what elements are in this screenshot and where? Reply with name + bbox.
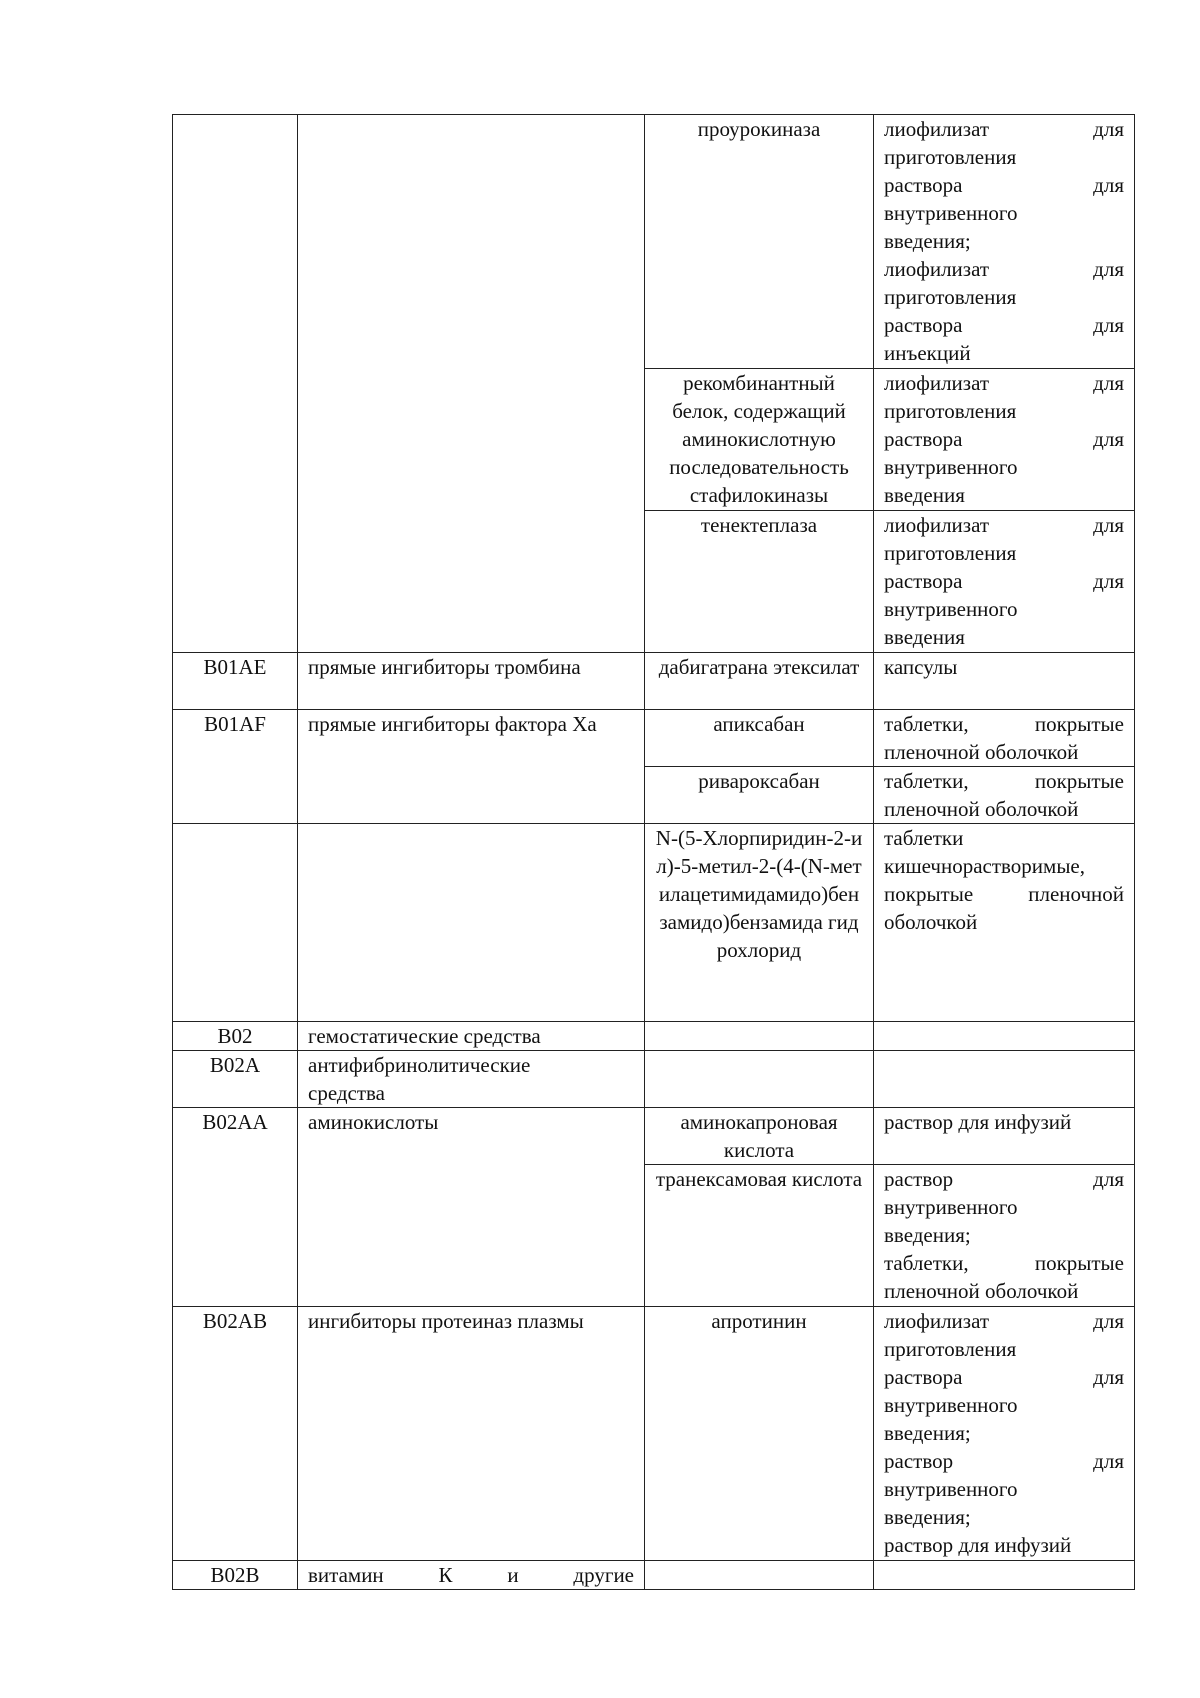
group-name-cell: гемостатические средства <box>298 1022 645 1051</box>
form-line: раствор для инфузий <box>884 1110 1072 1134</box>
dosage-form-cell <box>874 1108 1135 1165</box>
dosage-form-cell <box>874 710 1135 767</box>
form-line: раствора для <box>884 569 1124 593</box>
drug-name-cell <box>645 1561 874 1590</box>
form-line: введения; <box>884 229 971 253</box>
dosage-form-cell <box>874 1561 1135 1590</box>
form-line: лиофилизат для <box>884 1309 1124 1333</box>
group-name-cell: прямые ингибиторы фактора Ха <box>298 710 645 824</box>
form-line: приготовления <box>884 145 1017 169</box>
atc-code-cell: B01AF <box>173 710 298 824</box>
table-row <box>173 1051 1135 1108</box>
form-line: раствор для <box>884 1449 1124 1473</box>
form-line: раствора для <box>884 1365 1124 1389</box>
form-line: раствора для <box>884 313 1124 337</box>
table-row <box>173 1108 1135 1165</box>
group-name-cell <box>298 115 645 653</box>
form-line: введения; <box>884 1421 971 1445</box>
form-line: внутривенного <box>884 455 1018 479</box>
form-line: капсулы <box>884 655 958 679</box>
form-line: пленочной оболочкой <box>884 1279 1079 1303</box>
form-line: приготовления <box>884 541 1017 565</box>
drug-name-cell: апротинин <box>645 1307 874 1561</box>
dosage-form-cell <box>874 511 1135 653</box>
dosage-form-cell <box>874 1022 1135 1051</box>
drug-name-cell: транексамовая кислота <box>645 1165 874 1307</box>
drug-list-table <box>172 114 1135 1590</box>
form-line: приготовления <box>884 1337 1017 1361</box>
dosage-form-cell <box>874 653 1135 710</box>
form-line: внутривенного <box>884 597 1018 621</box>
form-line: лиофилизат для <box>884 117 1124 141</box>
dosage-form-cell <box>874 1051 1135 1108</box>
group-name-cell: антифибринолитические средства <box>298 1051 645 1108</box>
table-row <box>173 1022 1135 1051</box>
drug-name-cell: проурокиназа <box>645 115 874 369</box>
form-line: покрытые пленочной <box>884 882 1124 906</box>
atc-code-cell: B02AA <box>173 1108 298 1307</box>
form-line: таблетки, покрытые <box>884 769 1124 793</box>
table-row <box>173 824 1135 1022</box>
form-line: внутривенного <box>884 1195 1018 1219</box>
drug-name-cell: апиксабан <box>645 710 874 767</box>
form-line: лиофилизат для <box>884 371 1124 395</box>
drug-name-cell: дабигатрана этексилат <box>645 653 874 710</box>
form-line: внутривенного <box>884 201 1018 225</box>
dosage-form-cell <box>874 1165 1135 1307</box>
atc-code-cell: B02A <box>173 1051 298 1108</box>
group-name-cell: ингибиторы протеиназ плазмы <box>298 1307 645 1561</box>
form-line: оболочкой <box>884 910 978 934</box>
form-line: раствора для <box>884 427 1124 451</box>
form-line: приготовления <box>884 399 1017 423</box>
atc-code-cell: B02B <box>173 1561 298 1590</box>
form-line: кишечнорастворимые, <box>884 854 1086 878</box>
form-line: введения <box>884 483 965 507</box>
drug-name-cell <box>645 1051 874 1108</box>
dosage-form-cell <box>874 1307 1135 1561</box>
form-line: раствор для <box>884 1167 1124 1191</box>
form-line: лиофилизат для <box>884 513 1124 537</box>
drug-name-cell: аминокапроновая кислота <box>645 1108 874 1165</box>
table-row <box>173 710 1135 767</box>
form-line: таблетки, покрытые <box>884 712 1124 736</box>
drug-name-cell: N-(5-Хлорпиридин-2-ил)-5-метил-2-(4-(N-метилацетимидамидо)бензамидо)бензамида гидрохлорид <box>645 824 874 1022</box>
form-line: введения; <box>884 1223 971 1247</box>
form-line: раствора для <box>884 173 1124 197</box>
form-line: раствор для инфузий <box>884 1533 1072 1557</box>
form-line: пленочной оболочкой <box>884 797 1079 821</box>
group-name-cell <box>298 1561 645 1590</box>
form-line: инъекций <box>884 341 971 365</box>
drug-name-cell <box>645 1022 874 1051</box>
drug-name-cell: тенектеплаза <box>645 511 874 653</box>
form-line: таблетки <box>884 826 964 850</box>
form-line: пленочной оболочкой <box>884 740 1079 764</box>
dosage-form-cell <box>874 824 1135 1022</box>
atc-code-cell: B02AB <box>173 1307 298 1561</box>
drug-name-cell: ривароксабан <box>645 767 874 824</box>
form-line: введения <box>884 625 965 649</box>
atc-code-cell <box>173 115 298 653</box>
table-row <box>173 1307 1135 1561</box>
group-name-cell <box>298 824 645 1022</box>
atc-code-cell: B02 <box>173 1022 298 1051</box>
table-row <box>173 653 1135 710</box>
drug-name-cell: рекомбинантный белок, содержащий аминокислотную последовательность стафилокиназы <box>645 369 874 511</box>
group-name-line: витамин К и другие <box>308 1563 634 1587</box>
dosage-form-cell <box>874 369 1135 511</box>
dosage-form-cell <box>874 767 1135 824</box>
form-line: внутривенного <box>884 1393 1018 1417</box>
table-row <box>173 1561 1135 1590</box>
table-row <box>173 115 1135 369</box>
group-name-cell: аминокислоты <box>298 1108 645 1307</box>
form-line: приготовления <box>884 285 1017 309</box>
group-name-cell: прямые ингибиторы тромбина <box>298 653 645 710</box>
form-line: внутривенного <box>884 1477 1018 1501</box>
atc-code-cell: B01AE <box>173 653 298 710</box>
form-line: таблетки, покрытые <box>884 1251 1124 1275</box>
form-line: лиофилизат для <box>884 257 1124 281</box>
dosage-form-cell <box>874 115 1135 369</box>
atc-code-cell <box>173 824 298 1022</box>
form-line: введения; <box>884 1505 971 1529</box>
